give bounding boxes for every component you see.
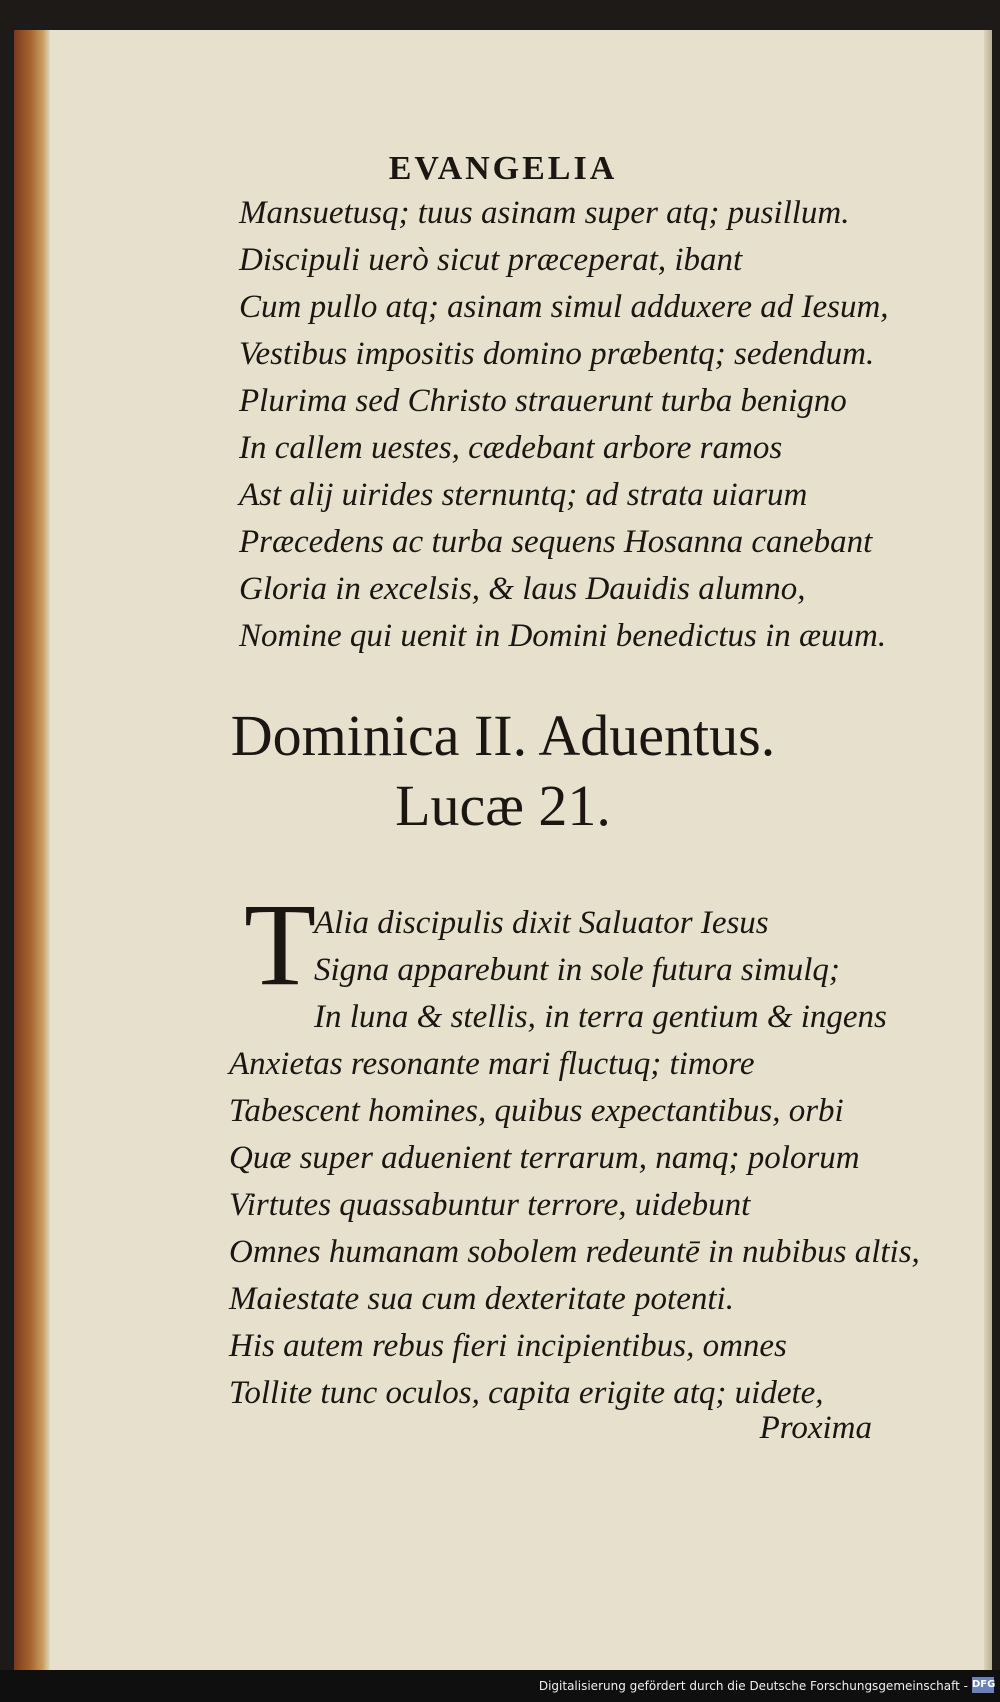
running-head: EVANGELIA (388, 150, 618, 187)
digitization-footer (0, 1670, 1000, 1702)
verse-line: Virtutes quassabuntur terrore, uidebunt (229, 1187, 751, 1223)
verse-line: Maiestate sua cum dexteritate potenti. (229, 1281, 734, 1317)
verse-line: Quæ super aduenient terrarum, namq; polorum (229, 1140, 860, 1176)
verse-line: Omnes humanam sobolem redeuntē in nubibus altis, (229, 1234, 920, 1270)
verse-line: Signa apparebunt in sole futura simulq; (314, 952, 840, 988)
verse-line: Præcedens ac turba sequens Hosanna canebant (239, 524, 873, 560)
verse-line: Plurima sed Christo strauerunt turba benigno (239, 383, 847, 419)
section-heading-reference: Lucæ 21. (395, 773, 611, 838)
dfg-logo: DFG (972, 1677, 994, 1693)
verse-line: Tollite tunc oculos, capita erigite atq; uidete, (229, 1375, 824, 1411)
book-page (14, 30, 992, 1670)
verse-line: Anxietas resonante mari fluctuq; timore (229, 1046, 755, 1082)
page-edge (984, 30, 992, 1670)
verse-line: Nomine qui uenit in Domini benedictus in æuum. (239, 618, 887, 654)
verse-line: Tabescent homines, quibus expectantibus, orbi (229, 1093, 844, 1129)
verse-line: His autem rebus fieri incipientibus, omnes (229, 1328, 787, 1364)
verse-block-bottom (229, 1041, 920, 1417)
verse-block-top (239, 190, 889, 660)
verse-line: Gloria in excelsis, & laus Dauidis alumno, (239, 571, 806, 607)
verse-line: Cum pullo atq; asinam simul adduxere ad Iesum, (239, 289, 889, 325)
verse-line: Mansuetusq; tuus asinam super atq; pusillum. (239, 195, 850, 231)
verse-line: Ast alij uirides sternuntq; ad strata uiarum (239, 477, 808, 513)
book-spine (14, 30, 50, 1670)
section-heading-title: Dominica II. Aduentus. (230, 703, 776, 768)
verse-line: In luna & stellis, in terra gentium & ingens (314, 999, 887, 1035)
footer-credit-text: Digitalisierung gefördert durch die Deutsche Forschungsgemeinschaft - (538, 1679, 968, 1693)
catchword: Proxima (759, 1410, 872, 1446)
verse-line: Discipuli uerò sicut præceperat, ibant (239, 242, 743, 278)
verse-block-indented (314, 900, 887, 1041)
drop-capital: T (244, 879, 317, 1010)
verse-line: Alia discipulis dixit Saluator Iesus (314, 905, 769, 941)
verse-line: In callem uestes, cædebant arbore ramos (239, 430, 783, 466)
verse-line: Vestibus impositis domino præbentq; sedendum. (239, 336, 875, 372)
